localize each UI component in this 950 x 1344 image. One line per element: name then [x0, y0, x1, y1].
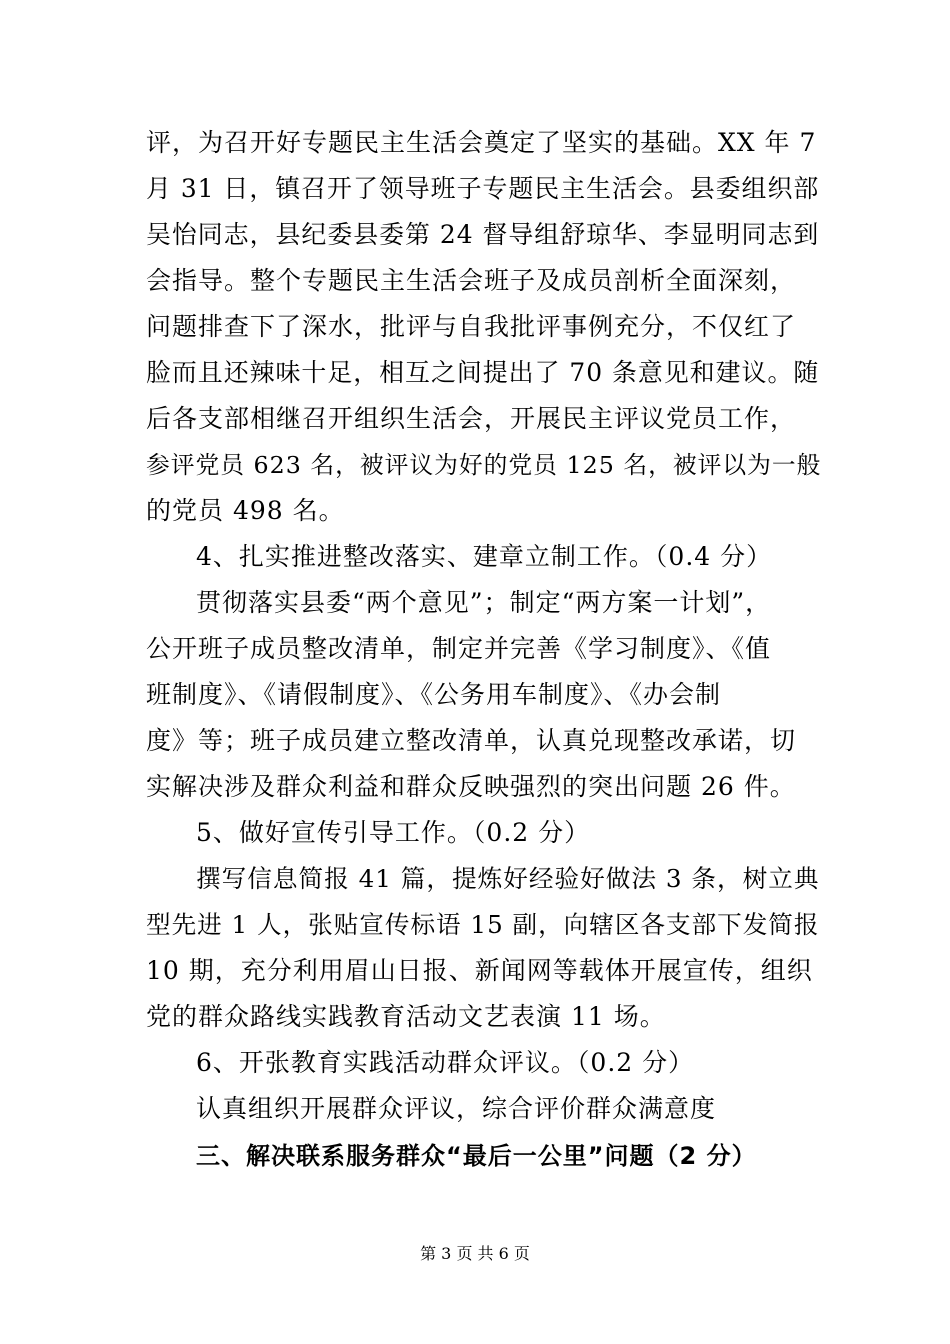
- body-line: 后各支部相继召开组织生活会，开展民主评议党员工作，: [146, 404, 797, 433]
- body-line: 度》等；班子成员建立整改清单，认真兑现整改承诺，切: [146, 726, 797, 755]
- chapter-heading: 三、解决联系服务群众“最后一公里”问题（2 分）: [196, 1142, 757, 1170]
- body-line: 10 期，充分利用眉山日报、新闻网等载体开展宣传，组织: [146, 956, 813, 985]
- section-heading: 6、开张教育实践活动群众评议。（0.2 分）: [196, 1048, 695, 1077]
- body-line: 认真组织开展群众评议，综合评价群众满意度: [196, 1094, 717, 1123]
- body-line: 班制度》、《请假制度》、《公务用车制度》、《办会制: [146, 680, 722, 709]
- body-line: 参评党员 623 名，被评议为好的党员 125 名，被评以为一般: [146, 451, 822, 479]
- section-heading: 5、做好宣传引导工作。（0.2 分）: [196, 818, 591, 847]
- body-line: 党的群众路线实践教育活动文艺表演 11 场。: [146, 1002, 666, 1031]
- body-line: 吴怡同志，县纪委县委第 24 督导组舒琼华、李显明同志到: [146, 220, 820, 249]
- body-line: 撰写信息简报 41 篇，提炼好经验好做法 3 条，树立典: [196, 864, 820, 893]
- body-line: 评，为召开好专题民主生活会奠定了坚实的基础。XX 年 7: [146, 128, 817, 157]
- body-line: 实解决涉及群众利益和群众反映强烈的突出问题 26 件。: [146, 772, 796, 801]
- body-line: 贯彻落实县委“两个意见”；制定“两方案一计划”，: [196, 588, 772, 617]
- body-line: 问题排查下了深水，批评与自我批评事例充分，不仅红了: [146, 312, 797, 341]
- page-footer: 第 3 页 共 6 页: [420, 1244, 530, 1263]
- body-line: 会指导。整个专题民主生活会班子及成员剖析全面深刻，: [146, 266, 797, 295]
- section-heading: 4、扎实推进整改落实、建章立制工作。（0.4 分）: [196, 542, 773, 571]
- body-line: 脸而且还辣味十足，相互之间提出了 70 条意见和建议。随: [146, 358, 820, 387]
- body-line: 公开班子成员整改清单，制定并完善《学习制度》、《值: [146, 634, 772, 663]
- body-line: 型先进 1 人，张贴宣传标语 15 副，向辖区各支部下发简报: [146, 910, 820, 939]
- body-line: 的党员 498 名。: [146, 496, 345, 525]
- body-line: 月 31 日，镇召开了领导班子专题民主生活会。县委组织部: [146, 174, 820, 203]
